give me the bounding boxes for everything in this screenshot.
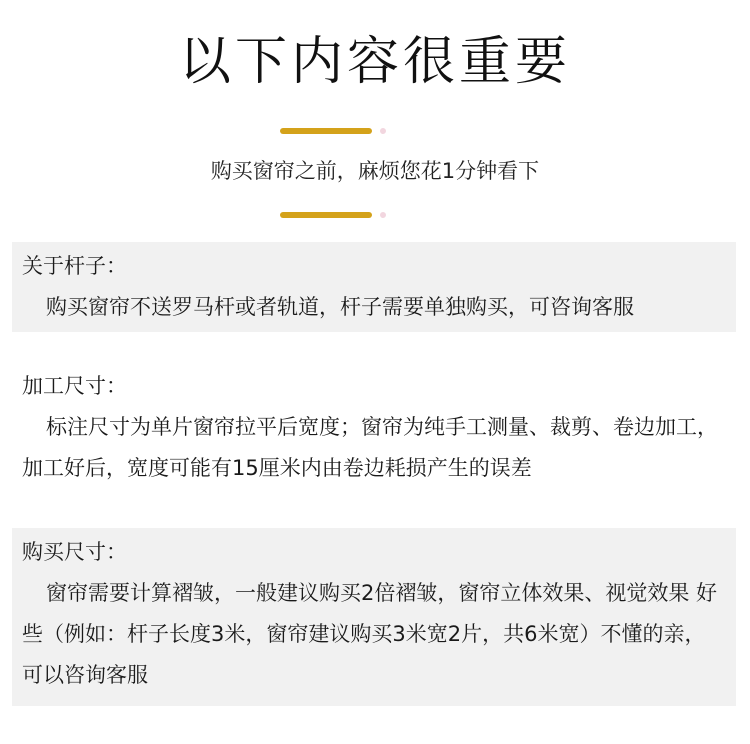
- page-subtitle: 购买窗帘之前，麻烦您花1分钟看下: [210, 159, 540, 183]
- page-title: 以下内容很重要: [178, 32, 571, 92]
- section-heading: 购买尺寸：: [22, 540, 127, 564]
- section-purchase-size: [12, 528, 736, 706]
- divider-bar: [280, 128, 372, 134]
- section-body: 窗帘需要计算褶皱，一般建议购买2倍褶皱，窗帘立体效果、视觉效果 好些（例如：杆子长度3米，窗帘建议购买3米宽2片，共6米宽）不懂的亲，可以咨询客服: [22, 581, 718, 687]
- section-processing-size: [12, 364, 736, 494]
- divider-bottom: [280, 211, 390, 219]
- section-heading: 加工尺寸：: [22, 374, 127, 398]
- section-body: 标注尺寸为单片窗帘拉平后宽度；窗帘为纯手工测量、裁剪、卷边加工，加工好后，宽度可能有15厘米内由卷边耗损产生的误差: [22, 415, 718, 480]
- divider-dot: [380, 212, 386, 218]
- section-heading: 关于杆子：: [22, 254, 127, 278]
- divider-bar: [280, 212, 372, 218]
- divider-top: [280, 127, 390, 135]
- divider-dot: [380, 128, 386, 134]
- section-body: 购买窗帘不送罗马杆或者轨道，杆子需要单独购买，可咨询客服: [46, 295, 634, 319]
- section-rod: [12, 242, 736, 332]
